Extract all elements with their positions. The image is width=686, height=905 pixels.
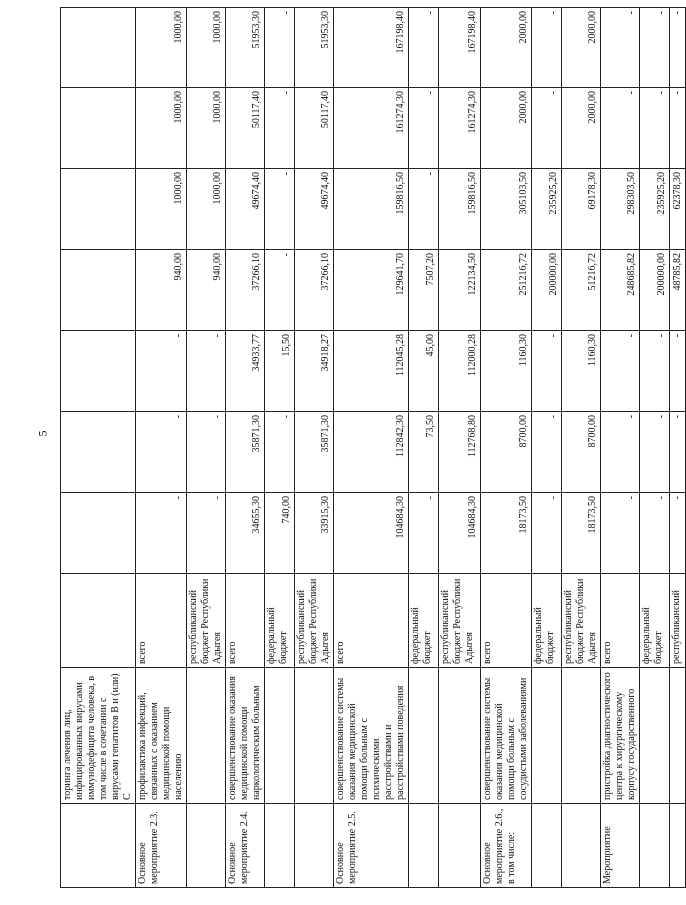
table-cell-c1: Основное мероприятие 2.4. [226, 804, 265, 888]
table-row [334, 8, 409, 888]
table-cell-value: 45,00 [409, 331, 439, 412]
table-cell-value: - [601, 8, 640, 88]
table-cell-value: - [670, 493, 686, 574]
table-cell-value: - [670, 8, 686, 88]
table-cell-value: 161274,30 [334, 88, 409, 169]
table-cell-value: - [409, 8, 439, 88]
table-cell-c2: профилактика инфекций, связанных с оказанием медицинской помощи населению [136, 668, 187, 804]
table-cell-value: - [187, 331, 226, 412]
table-cell-value: 37266,10 [295, 250, 334, 331]
table-cell-value: 940,00 [136, 250, 187, 331]
table-cell-value: 305103,50 [481, 169, 532, 250]
table-cell-value: 7507,20 [409, 250, 439, 331]
table-cell-value: - [601, 493, 640, 574]
table-cell-value: 248685,82 [601, 250, 640, 331]
table-row [562, 8, 601, 888]
table-cell-value: 48785,82 [670, 250, 686, 331]
table-cell-c3: федеральный бюджет [409, 574, 439, 668]
table-cell-value: 49674,40 [226, 169, 265, 250]
table-cell-value: - [640, 331, 670, 412]
table-cell-value: 2000,00 [562, 88, 601, 169]
table-cell-value: 1000,00 [187, 88, 226, 169]
table-cell-value [61, 412, 136, 493]
table-cell-c1 [562, 804, 601, 888]
table-cell-value: 129641,70 [334, 250, 409, 331]
table-cell-c2: совершенствование системы оказания медицинской помощи больным с психическими расстройствами и расстройствами поведения [334, 668, 409, 804]
table-cell-value: - [265, 250, 295, 331]
table-cell-value: 104684,30 [334, 493, 409, 574]
table-row [136, 8, 187, 888]
table-cell-value: - [532, 331, 562, 412]
table-row [265, 8, 295, 888]
table-cell-c2 [670, 668, 686, 804]
table-cell-value: 167198,40 [334, 8, 409, 88]
table-cell-value: - [601, 331, 640, 412]
table-cell-value: - [265, 169, 295, 250]
table-cell-value: 298303,50 [601, 169, 640, 250]
table-cell-value: 33915,30 [295, 493, 334, 574]
table-cell-value: - [136, 331, 187, 412]
table-cell-value: 34933,77 [226, 331, 265, 412]
table-row [640, 8, 670, 888]
table-cell-c1: Основное мероприятие 2.5. [334, 804, 409, 888]
table-cell-value: 1000,00 [187, 169, 226, 250]
table-cell-c2 [532, 668, 562, 804]
table-cell-value: 1000,00 [136, 169, 187, 250]
table-cell-value: 34918,27 [295, 331, 334, 412]
table-cell-value: 35871,30 [295, 412, 334, 493]
table-cell-c2 [562, 668, 601, 804]
table-cell-value: - [409, 88, 439, 169]
table-cell-c1 [409, 804, 439, 888]
table-cell-value: - [265, 88, 295, 169]
table-cell-value: 34655,30 [226, 493, 265, 574]
table-cell-c1 [61, 804, 136, 888]
table-cell-c2: совершенствование оказания медицинской помощи наркологическим больным [226, 668, 265, 804]
table-cell-value: - [409, 169, 439, 250]
program-funding-table [60, 7, 686, 888]
table-cell-value: 112768,80 [439, 412, 481, 493]
table-cell-value [61, 250, 136, 331]
table-cell-value: 235925,20 [640, 169, 670, 250]
table-cell-value: 1160,30 [481, 331, 532, 412]
table-cell-c1 [295, 804, 334, 888]
table-cell-value: 8700,00 [562, 412, 601, 493]
table-cell-value: 112000,28 [439, 331, 481, 412]
table-cell-c2 [295, 668, 334, 804]
page-number: 5 [35, 430, 50, 437]
table-cell-value: 50117,40 [295, 88, 334, 169]
table-row [61, 8, 136, 888]
table-cell-value: 18173,50 [562, 493, 601, 574]
table-cell-value: 122134,50 [439, 250, 481, 331]
table-cell-value: 15,50 [265, 331, 295, 412]
table-cell-c1 [439, 804, 481, 888]
table-cell-value: - [640, 493, 670, 574]
table-cell-c1 [187, 804, 226, 888]
rotated-table-page [60, 8, 683, 888]
table-cell-c2: торинга лечения лиц, инфицированных вирусами иммунодефицита человека, в том числе в сочетании с вирусами гепатитов B и (или) C [61, 668, 136, 804]
table-cell-value: - [409, 493, 439, 574]
table-row [532, 8, 562, 888]
table-cell-value: 73,50 [409, 412, 439, 493]
table-cell-value: 1000,00 [136, 88, 187, 169]
table-row [439, 8, 481, 888]
table-cell-value: - [136, 493, 187, 574]
table-row [670, 8, 686, 888]
table-cell-value: - [187, 493, 226, 574]
table-cell-value: 167198,40 [439, 8, 481, 88]
table-cell-value [61, 88, 136, 169]
table-cell-value [61, 331, 136, 412]
table-cell-c1 [265, 804, 295, 888]
table-cell-value: - [187, 412, 226, 493]
table-cell-value: 1000,00 [187, 8, 226, 88]
table-cell-c2: совершенствование системы оказания медицинской помощи больным с сосудистыми заболеваниями [481, 668, 532, 804]
table-cell-value: - [670, 412, 686, 493]
table-cell-value: 35871,30 [226, 412, 265, 493]
table-cell-value: 50117,40 [226, 88, 265, 169]
table-cell-c1 [670, 804, 686, 888]
table-cell-value: 62378,30 [670, 169, 686, 250]
table-cell-value: - [136, 412, 187, 493]
table-cell-value [61, 493, 136, 574]
table-cell-value: 940,00 [187, 250, 226, 331]
table-cell-c2 [640, 668, 670, 804]
table-row [226, 8, 265, 888]
table-cell-c3 [61, 574, 136, 668]
table-cell-value: - [532, 8, 562, 88]
table-row [601, 8, 640, 888]
table-cell-value: 2000,00 [562, 8, 601, 88]
table-cell-value: 104684,30 [439, 493, 481, 574]
table-cell-value: 2000,00 [481, 88, 532, 169]
table-cell-c3: федеральный бюджет [265, 574, 295, 668]
table-cell-c1: Мероприятие [601, 804, 640, 888]
table-cell-value: 200000,00 [532, 250, 562, 331]
table-cell-c3: всего [481, 574, 532, 668]
table-cell-c2 [439, 668, 481, 804]
table-cell-value: 51216,72 [562, 250, 601, 331]
table-cell-c3: всего [601, 574, 640, 668]
table-cell-value: 159816,50 [334, 169, 409, 250]
table-cell-value: 8700,00 [481, 412, 532, 493]
table-cell-value: 251216,72 [481, 250, 532, 331]
table-cell-value: 161274,30 [439, 88, 481, 169]
table-cell-value: 2000,00 [481, 8, 532, 88]
table-cell-value: - [670, 88, 686, 169]
table-cell-c3: всего [136, 574, 187, 668]
table-cell-c3: федеральный бюджет [532, 574, 562, 668]
table-cell-value: 37266,10 [226, 250, 265, 331]
table-cell-value: 18173,50 [481, 493, 532, 574]
table-cell-value: - [265, 8, 295, 88]
table-cell-value [61, 8, 136, 88]
table-cell-value: 1160,30 [562, 331, 601, 412]
table-row [481, 8, 532, 888]
table-cell-value: - [532, 493, 562, 574]
table-cell-c2 [265, 668, 295, 804]
table-cell-c3: республиканский бюджет Республики Адыгея [439, 574, 481, 668]
table-cell-value: - [532, 88, 562, 169]
table-cell-c2 [187, 668, 226, 804]
table-cell-value: 69178,30 [562, 169, 601, 250]
table-row [409, 8, 439, 888]
table-cell-c1 [640, 804, 670, 888]
table-cell-value: - [670, 331, 686, 412]
table-cell-c3: республиканский бюджет Республики Адыгея [187, 574, 226, 668]
table-cell-value: - [601, 88, 640, 169]
table-cell-value: 1000,00 [136, 8, 187, 88]
table-cell-c1: Основное мероприятие 2.6., в том числе: [481, 804, 532, 888]
table-cell-value: - [532, 412, 562, 493]
table-cell-value: 112045,28 [334, 331, 409, 412]
table-cell-c1 [532, 804, 562, 888]
table-cell-value: - [601, 412, 640, 493]
table-cell-c2 [409, 668, 439, 804]
table-body [61, 8, 686, 888]
table-cell-c3: республиканский бюджет Республики Адыгея [295, 574, 334, 668]
table-cell-c2: пристройка диагностического центра к хирургическому корпусу государственного [601, 668, 640, 804]
table-cell-value: 235925,20 [532, 169, 562, 250]
table-cell-c1: Основное мероприятие 2.3. [136, 804, 187, 888]
table-cell-value: 112842,30 [334, 412, 409, 493]
table-cell-value: - [640, 88, 670, 169]
table-cell-value: 51953,30 [295, 8, 334, 88]
table-row [295, 8, 334, 888]
table-cell-value: - [640, 8, 670, 88]
table-cell-value: 49674,40 [295, 169, 334, 250]
table-cell-value: 200000,00 [640, 250, 670, 331]
table-cell-c3: республиканский [670, 574, 686, 668]
table-cell-value: 51953,30 [226, 8, 265, 88]
table-cell-c3: всего [334, 574, 409, 668]
table-cell-value: - [640, 412, 670, 493]
table-cell-value [61, 169, 136, 250]
table-row [187, 8, 226, 888]
table-cell-value: - [265, 412, 295, 493]
table-cell-value: 740,00 [265, 493, 295, 574]
table-cell-c3: республиканский бюджет Республики Адыгея [562, 574, 601, 668]
table-cell-c3: федеральный бюджет [640, 574, 670, 668]
table-cell-c3: всего [226, 574, 265, 668]
table-cell-value: 159816,50 [439, 169, 481, 250]
